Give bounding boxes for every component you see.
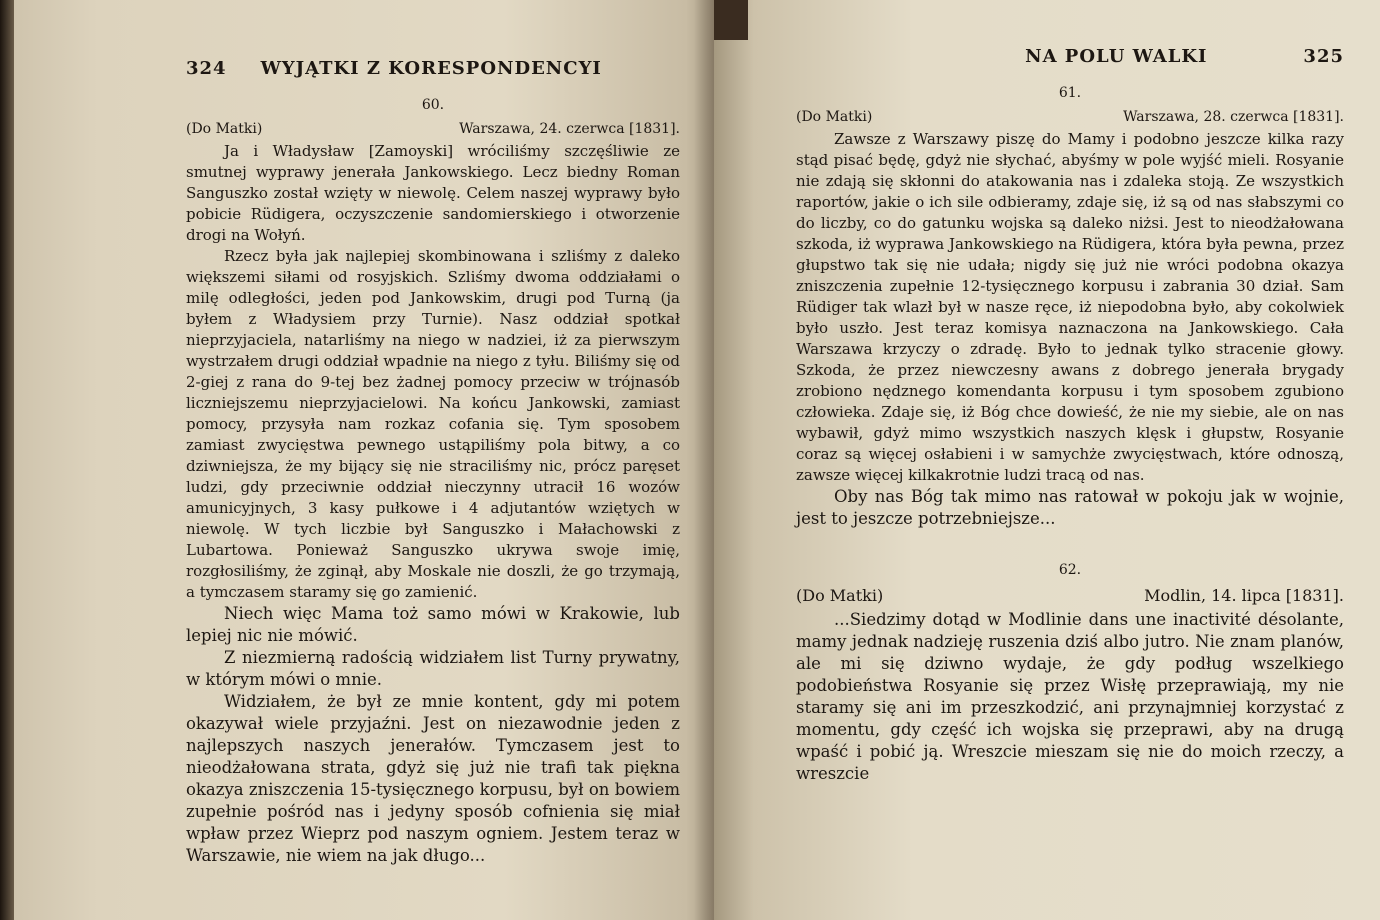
page-number: 324: [186, 58, 227, 79]
letter-dateline: [796, 109, 1344, 125]
paragraph: Ja i Władysław [Zamoyski] wróciliśmy szczęśliwie ze smutnej wyprawy jenerała Jankowskiego. Lecz biedny Roman Sanguszko został wzięty w niewolę. Celem naszej wyprawy było pobicie Rüdigera, oczyszczenie sandomierskiego i otworzenie drogi na Wołyń.: [186, 142, 680, 244]
running-head: NA POLU WALKI: [1025, 46, 1208, 67]
letter-recipient: (Do Matki): [796, 586, 884, 605]
letter-number: 60.: [421, 97, 445, 113]
book-edge: [0, 0, 14, 920]
right-page: [714, 0, 1380, 920]
page-curl: [714, 0, 748, 40]
paragraph: ...Siedzimy dotąd w Modlinie dans une inactivité désolante, mamy jednak nadzieję ruszenia dziś albo jutro. Nie znam planów, ale mi się dziwno wydaje, że gdy podług wszelkiego podobieństwa Rosyanie się przez Wisłę przeprawiają, my nie staramy się ani im przeszkodzić, ani przynajmniej korzystać z momentu, gdy część ich wojska się przeprawi, aby na drugą wpaść i pobić ją. Wreszcie mieszam się nie do moich rzeczy, a wreszcie: [796, 610, 1344, 783]
letter-place-date: Modlin, 14. lipca [1831].: [1144, 586, 1344, 605]
letter-place-date: Warszawa, 28. czerwca [1831].: [1123, 109, 1344, 125]
paragraph: Z niezmierną radością widziałem list Turny prywatny, w którym mówi o mnie.: [186, 648, 680, 689]
right-page-header: [796, 46, 1344, 67]
left-page: [14, 0, 714, 920]
letter-dateline: [186, 121, 680, 137]
letter-recipient: (Do Matki): [186, 121, 263, 137]
paragraph: Niech więc Mama toż samo mówi w Krakowie, lub lepiej nic nie mówić.: [186, 604, 680, 645]
paragraph: Widziałem, że był ze mnie kontent, gdy mi potem okazywał wiele przyjaźni. Jest on niezawodnie jeden z najlepszych naszych jenerałów. Tymczasem jest to nieodżałowana strata, gdyż się już nie trafi tak piękna okazya zniszczenia 15-tysięcznego korpusu, był on bowiem zupełnie pośród nas i jedyny sposób cofnienia się miał wpław przez Wieprz pod naszym ogniem. Jestem teraz w Warszawie, nie wiem na jak długo...: [186, 692, 680, 865]
letter-place-date: Warszawa, 24. czerwca [1831].: [459, 121, 680, 137]
paragraph: Zawsze z Warszawy piszę do Mamy i podobno jeszcze kilka razy stąd pisać będę, gdyż nie słychać, abyśmy w pole wyjść mieli. Rosyanie nie zdają się skłonni do atakowania nas i zdaleka stoją. Ze wszystkich raportów, jakie o ich sile odbieramy, zdaje się, iż są od nas słabszymi co do liczby, co do gatunku wojska są daleko niżsi. Jest to nieodżałowana szkoda, iż wyprawa Jankowskiego na Rüdigera, która była pewna, przez głupstwo tak się nie udała; nigdy się już nie wróci podobna okazya zniszczenia zupełnie 12-tysięcznego korpusu i zabrania 30 dział. Sam Rüdiger tak wlazł był w nasze ręce, iż niepodobna było, aby cokolwiek było uszło. Jest teraz komisya naznaczona na Jankowskiego. Cała Warszawa krzyczy o zdradę. Było to jednak tylko stracenie głowy. Szkoda, że przez niewczesny awans z dobrego jenerała brygady zrobiono nędznego komendanta korpusu i tym sposobem zgubiono człowieka. Zdaje się, iż Bóg chce dowieść, że nie my siebie, ale on nas wybawił, gdyż mimo wszystkich naszych klęsk i głupstw, Rosyanie coraz są więcej osłabieni i w samychże zwycięstwach, które odnoszą, zawsze więcej kilkakrotnie ludzi tracą od nas.: [796, 130, 1344, 484]
paragraph: Rzecz była jak najlepiej skombinowana i szliśmy z daleko większemi siłami od rosyjskich. Szliśmy dwoma oddziałami o milę odległości, jeden pod Jankowskim, drugi pod Turną (ja byłem z Władysiem przy Turnie). Nasz oddział spotkał nieprzyjaciela, natarliśmy na niego w nadziei, iż za pierwszym wystrzałem drugi oddział wpadnie na niego z tyłu. Biliśmy się od 2-giej z rana do 9-tej bez żadnej pomocy przeciw w trójnasób liczniejszemu nieprzyjacielowi. Na końcu Jankowski, zamiast pomocy, przysyła nam rozkaz cofania się. Tym sposobem zamiast zwycięstwa pewnego ustąpiliśmy pola bitwy, a co dziwniejsza, że my bijący się nie straciliśmy nic, prócz paręset ludzi, gdy przeciwnie oddział nieczynny utracił 16 wozów amunicyjnych, 3 kasy pułkowe i 4 adjutantów wziętych w niewolę. W tych liczbie był Sanguszko i Małachowski z Lubartowa. Ponieważ Sanguszko ukrywa swoje imię, rozgłosiliśmy, że zginął, aby Moskale nie doszli, że go trzymają, a tymczasem staramy się go zamienić.: [186, 247, 680, 601]
running-head: WYJĄTKI Z KORESPONDENCYI: [260, 58, 602, 79]
paragraph: Oby nas Bóg tak mimo nas ratował w pokoju jak w wojnie, jest to jeszcze potrzebniejsze...: [796, 487, 1344, 528]
page-number: 325: [1303, 46, 1344, 67]
letter-recipient: (Do Matki): [796, 109, 873, 125]
letter-number: 62.: [1058, 562, 1082, 578]
letter-dateline: [796, 586, 1344, 605]
letter-number: 61.: [1058, 85, 1082, 101]
left-page-header: [186, 58, 680, 79]
